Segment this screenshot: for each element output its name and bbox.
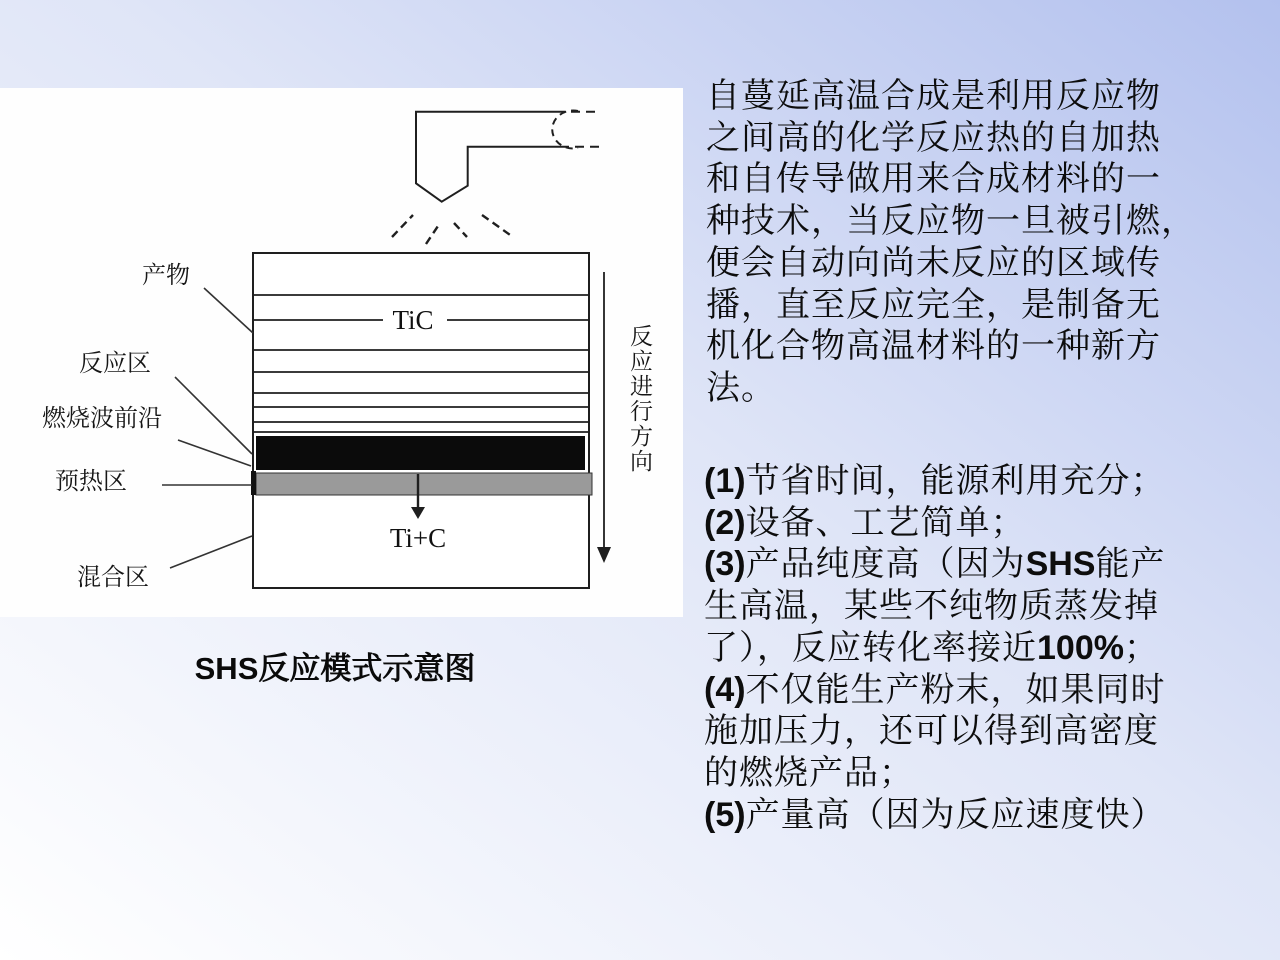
label-mixing-zone: 混合区 bbox=[77, 564, 149, 591]
direction-arrow bbox=[597, 272, 611, 563]
leader-combustion-front bbox=[178, 440, 251, 466]
preheat-band-endcap bbox=[251, 471, 256, 495]
text-line: 播，直至反应完全，是制备无 bbox=[706, 286, 1161, 324]
leader-mixing-zone bbox=[170, 536, 252, 568]
leader-product bbox=[204, 288, 253, 333]
text-line: 之间高的化学反应热的自加热 bbox=[706, 119, 1161, 157]
text-line: 自蔓延高温合成是利用反应物 bbox=[706, 78, 1161, 115]
text-line: 了），反应转化率接近100%； bbox=[704, 628, 1159, 667]
text-line: (4)不仅能生产粉末，如果同时 bbox=[704, 670, 1166, 709]
text-line: 法。 bbox=[706, 369, 776, 407]
label-ti-plus-c: Ti+C bbox=[389, 523, 447, 553]
text-line: 施加压力，还可以得到高密度 bbox=[704, 713, 1159, 751]
diagram-caption: SHS反应模式示意图 bbox=[194, 651, 476, 686]
text-line: (3)产品纯度高（因为SHS能产 bbox=[704, 545, 1166, 584]
text-line: 种技术，当反应物一旦被引燃， bbox=[706, 203, 1196, 241]
text-line: 和自传导做用来合成材料的一 bbox=[706, 161, 1161, 199]
label-combustion-front: 燃烧波前沿 bbox=[42, 405, 162, 432]
label-tic: TiC bbox=[392, 305, 434, 335]
spark-lines bbox=[392, 215, 513, 244]
text-line: 生高温，某些不纯物质蒸发掉 bbox=[704, 588, 1159, 626]
text-line: 的燃烧产品； bbox=[704, 754, 914, 792]
text-line: 机化合物高温材料的一种新方 bbox=[706, 328, 1161, 366]
intro-paragraph bbox=[706, 76, 1196, 410]
diagram-panel bbox=[0, 88, 683, 617]
label-reaction-zone: 反应区 bbox=[79, 350, 151, 377]
combustion-band bbox=[256, 436, 585, 470]
text-line: (1)节省时间，能源利用充分； bbox=[704, 462, 1166, 500]
label-product: 产物 bbox=[142, 262, 190, 289]
leader-lines bbox=[162, 288, 253, 568]
torch-tip-circle bbox=[552, 111, 578, 149]
advantages-list bbox=[704, 461, 1166, 836]
preheat-band bbox=[256, 473, 592, 495]
text-line: (2)设备、工艺简单； bbox=[704, 503, 1026, 542]
torch-icon bbox=[416, 112, 560, 202]
label-preheat-zone: 预热区 bbox=[55, 468, 127, 495]
label-reaction-direction: 反应进行方向 bbox=[627, 324, 653, 474]
text-line: 便会自动向尚未反应的区域传 bbox=[706, 244, 1161, 282]
text-line: (5)产量高（因为反应速度快） bbox=[704, 795, 1166, 834]
